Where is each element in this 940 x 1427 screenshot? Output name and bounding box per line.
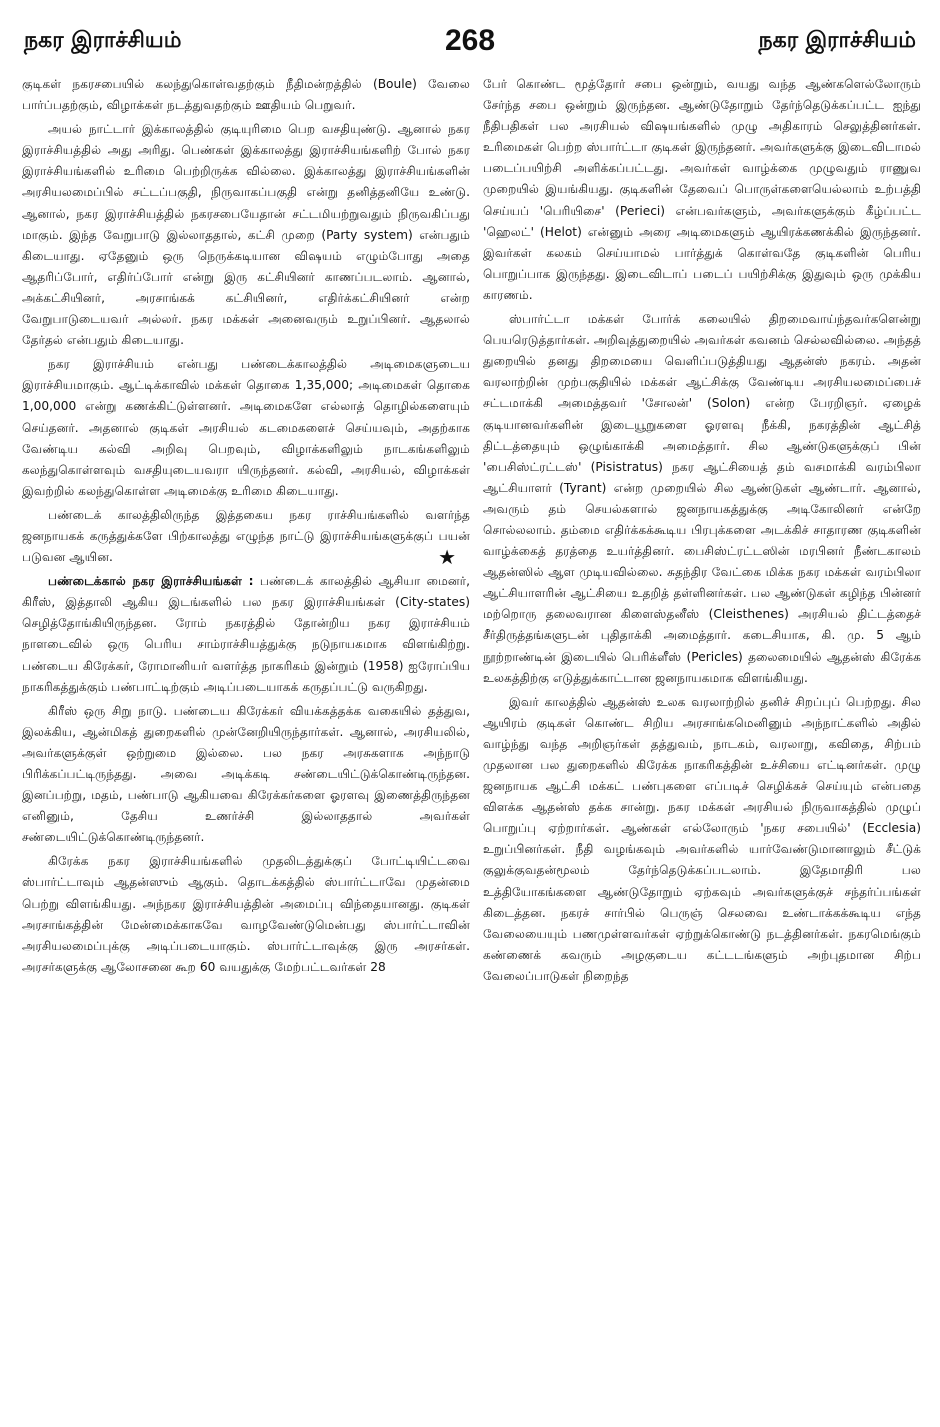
paragraph: குடிகள் நகரசபையில் கலந்துகொள்வதற்கும் நீதிமன்றத்தில் (Boule) வேலை பார்ப்பதற்கும், விழாக்கள் நடத்துவதற்கும் ஊதியம் பெறுவர். [22,77,470,113]
running-title-left: நகர இராச்சியம் [24,28,182,53]
paragraph: பேர் கொண்ட மூத்தோர் சபை ஒன்றும், வயது வந்த ஆண்களெல்லோரும் சேர்ந்த சபை ஒன்றும் இருந்தன. ஆண்டுதோறும் தேர்ந்தெடுக்கப்பட்ட ஐந்து நீதிபதிகள் பல அரசியல் விஷயங்களில் முழு அதிகாரம் செலுத்தினர்கள். உரிமைகள் பெற்ற ஸ்பார்ட்டா குடிகள் இருந்தனர். அவர்களுக்கு இடைவிடாமல் படைப்பயிற்சி அளிக்கப்பட்டது. அவர்கள் வாழ்க்கை முழுவதும் ராணுவ முறையில் இயங்கியது. குடிகளின் தேவைப் பொருள்களையெல்லாம் உற்பத்தி செய்யப் 'பெரியிசை' (Perieci) என்பவர்களும், அவர்களுக்கும் கீழ்ப்பட்ட 'ஹெலட்' (Helot) என்னும் அரை அடிமைகளும் ஆயிரக்கணக்கில் இருந்தனர். இவர்கள் கலகம் செய்யாமல் பார்த்துக் கொள்வதே குடிகளின் பெரிய பொறுப்பாக இருந்தது. இடைவிடாப் படைப் பயிற்சிக்கு இதுவும் ஒரு முக்கிய காரணம். [483,77,921,302]
paragraph: இவர் காலத்தில் ஆதன்ஸ் உலக வரலாற்றில் தனிச் சிறப்புப் பெற்றது. சில ஆயிரம் குடிகள் கொண்ட சிறிய அரசாங்கமெனினும் அந்நாட்களில் அதில் வாழ்ந்து வந்த அறிஞர்கள் தத்துவம், நாடகம், வரலாறு, கவிதை, சிற்பம் முதலான பல துறைகளில் கிரேக்க நாகரிகத்தின் உச்சியை எட்டினர்கள். முழு ஜனநாயக ஆட்சி மக்கட் பண்புகளை எப்படிச் செழிக்கச் செய்யும் என்பதை விளக்க ஆதன்ஸ் தக்க சான்று. நகர மக்கள் அரசியல் நிருவாகத்தில் முழுப் பொறுப்பு ஏற்றார்கள். ஆண்கள் எல்லோரும் 'நகர சபையில்' (Ecclesia) உறுப்பினர்கள். நீதி வழங்கவும் அவர்களில் யார்வேண்டுமானாலும் சீட்டுக் குலுக்குவதன்மூலம் தேர்ந்தெடுக்கப்படலாம். இதேமாதிரி பல உத்தியோகங்களை ஆண்டுதோறும் ஏற்கவும் அவர்களுக்குச் சந்தர்ப்பங்கள் கிடைத்தன. நகரச் சார்பில் பெருஞ் செலவை உண்டாக்கக்கூடிய எந்த வேலையையும் பணமுள்ளவர்கள் ஏற்றுக்கொண்டு நடத்தினர்கள். நகரமெங்கும் கண்ணைக் கவரும் அழகுடைய கட்டடங்களும் அற்புதமான சிற்ப வேலைப்பாடுகள் நிறைந்த [483,694,921,983]
paragraph: கிரீஸ் ஒரு சிறு நாடு. பண்டைய கிரேக்கர் வியக்கத்தக்க வகையில் தத்துவ, இலக்கிய, ஆன்மிகத் துறைகளில் முன்னேறியிருந்தார்கள். ஆனால், அரசியலில், அவர்களுக்குள் ஒற்றுமை இல்லை. பல நகர அரசுகளாக அந்நாடு பிரிக்கப்பட்டிருந்தது. அவை அடிக்கடி சண்டையிட்டுக்கொண்டிருந்தன. இனப்பற்று, மதம், பண்பாடு ஆகியவை கிரேக்கர்களை ஓரளவு இணைத்திருந்தன எனினும், தேசிய உணர்ச்சி இல்லாததால் அவர்கள் சண்டையிட்டுக்கொண்டிருந்தனர். [22,703,470,845]
right-column [483,74,921,1419]
section-paragraph [22,571,470,698]
paragraph-text: பண்டைக் காலத்திலிருந்த இத்தகைய நகர ராச்சியங்களில் வளர்ந்த ஜனநாயகக் கருத்துக்களே பிற்காலத்து எழுந்த நாட்டு இராச்சியங்களுக்குப் பயன் படுவன ஆயின. [22,507,470,565]
left-column [22,74,470,1419]
paragraph-text: பண்டைக் காலத்தில் ஆசியா மைனர், கிரீஸ், இத்தாலி ஆகிய இடங்களில் பல நகர இராச்சியங்கள் (City-states) செழித்தோங்கியிருந்தன. ரோம் நகரத்தில் தோன்றிய நகர இராச்சியம் நாளடைவில் ஒரு பெரிய சாம்ராச்சியத்துக்கு நடுநாயகமாக விளங்கிற்று. பண்டைய கிரேக்கர், ரோமானியர் வளர்த்த நாகரிகம் இன்றும் (1958) ஐரோப்பிய நாகரிகத்துக்கும் பண்பாட்டிற்கும் அடிப்படையாகக் கருதப்பட்டு வருகிறது. [22,574,470,694]
paragraph: அயல் நாட்டார் இக்காலத்தில் குடியுரிமை பெற வசதியுண்டு. ஆனால் நகர இராச்சியத்தில் அது அரிது. பெண்கள் இக்காலத்து இராச்சியங்களிற் போல் நகர இராச்சியங்களில் உரிமை பெற்றிருக்க வில்லை. இக்காலத்து இராச்சியங்களின் அரசியலமைப்பில் சட்டப்பகுதி, நிருவாகப்பகுதி என்று தனித்தனியே உண்டு. ஆனால், நகர இராச்சியத்தில் நகரசபையேதான் சட்டமியற்றுவதும் நிருவகிப்பது மாகும். இந்த வேறுபாடு இல்லாததால், கட்சி முறை (Party system) என்பதும் கிடையாது. ஏதேனும் ஒரு நெருக்கடியான விஷயம் எழும்போது அதை ஆதரிப்போர், எதிர்ப்போர் என்று இரு கட்சியினர் காணப்படலாம். ஆனால், அக்கட்சியினர், அரசாங்கக் கட்சியினர், எதிர்க்கட்சியினர் என்ற வேறுபாடுடையவர் அல்லர். நகர மக்கள் அனைவரும் உறுப்பினர். ஆதலால் தேர்தல் என்பதும் கிடையாது. [22,122,470,348]
page-header [0,24,940,64]
running-title-right: நகர இராச்சியம் [758,28,916,53]
section-heading: பண்டைக்கால் நகர இராச்சியங்கள் : [48,574,254,589]
paragraph: கிரேக்க நகர இராச்சியங்களில் முதலிடத்துக்குப் போட்டியிட்டவை ஸ்பார்ட்டாவும் ஆதன்ஸும் ஆகும். தொடக்கத்தில் ஸ்பார்ட்டாவே முதன்மை பெற்று விளங்கியது. அந்நகர இராச்சியத்தின் அமைப்பு விந்தையானது. குடிகள் அரசாங்கத்தின் மேன்மைக்காகவே வாழவேண்டுமென்பது ஸ்பார்ட்டாவின் அரசியலமைப்புக்கு அடிப்படையாகும். ஸ்பார்ட்டாவுக்கு இரு அரசர்கள். அரசர்களுக்கு ஆலோசனை கூற 60 வயதுக்கு மேற்பட்டவர்கள் 28 [22,854,470,974]
paragraph: நகர இராச்சியம் என்பது பண்டைக்காலத்தில் அடிமைகளுடைய இராச்சியமாகும். ஆட்டிக்காவில் மக்கள் தொகை 1,35,000; அடிமைகள் தொகை 1,00,000 என்று கணக்கிட்டுள்ளனர். அடிமைகளே எல்லாத் தொழில்களையும் செய்தனர். அதனால் குடிகள் அரசியல் கடமைகளைச் செய்யவும், அதற்காக வேண்டிய கல்வி அறிவு பெறவும், விழாக்களிலும் நாடகங்களிலும் கலந்துகொள்ளவும் வசதியுடையவரா யிருந்தனர். கல்வி, அரசியல், விழாக்கள் இவற்றில் கலந்துகொள்ள அடிமைக்கு உரிமை கிடையாது. [22,357,470,498]
page-number: 268 [444,24,496,57]
section-end-star: ★ [438,545,456,570]
paragraph: ஸ்பார்ட்டா மக்கள் போர்க் கலையில் திறமைவாய்ந்தவர்களென்று பெயரெடுத்தார்கள். அறிவுத்துறையில் அவர்கள் கவனம் செல்லவில்லை. அந்தத் துறையில் தனது திறமையை வெளிப்படுத்தியது ஆதன்ஸ் நகரம். அதன் வரலாற்றின் முற்பகுதியில் மக்கள் ஆட்சிக்கு வேண்டிய அரசியலமைப்பைச் சட்டமாக்கி அமைத்தவர் 'சோலன்' (Solon) என்ற பேரறிஞர். ஏழைக் குடியானவர்களின் இடையூறுகளை ஓரளவு நீக்கி, நகரத்தின் ஆட்சித் திட்டத்தையும் ஒழுங்காக்கி அமைத்தார். சில ஆண்டுகளுக்குப் பின் 'பைசிஸ்ட்ரட்டஸ்' (Pisistratus) நகர ஆட்சியைத் தம் வசமாக்கி வரம்பிலா ஆட்சியாளர் (Tyrant) என்ற முறையில் சில ஆண்டுகள் ஆண்டார். ஆனால், அவரும் தம் செயல்களால் ஜனநாயகத்துக்கு அடிகோலினர் என்றே சொல்லலாம். தம்மை எதிர்க்கக்கூடிய பிரபுக்களை அடக்கிச் சாதாரண குடிகளின் வாழ்க்கைத் தரத்தை உயர்த்தினர். பைசிஸ்ட்ரட்டஸின் மரபினர் நீண்டகாலம் ஆதன்ஸில் ஆள முடியவில்லை. சுதந்திர வேட்கை மிக்க நகர மக்கள் வரம்பிலா ஆட்சியாளரின் ஆட்சியை உதறித் தள்ளினர்கள். பல ஆண்டுகள் கழிந்த பின்னர் மற்றொரு தலைவரான கிளைஸ்தனீஸ் (Cleisthenes) அரசியல் திட்டத்தைச் சீர்திருத்தங்களுடன் புதிதாக்கி அமைத்தார். கடைசியாக, கி. மு. 5 ஆம் நூற்றாண்டின் இடையில் பெரிக்ளீஸ் (Pericles) தலைமையில் ஆதன்ஸ் கிரேக்க உலகத்திற்கு எடுத்துக்காட்டான ஜனநாயகமாக விளங்கியது. [483,312,921,685]
paragraph [22,505,470,568]
